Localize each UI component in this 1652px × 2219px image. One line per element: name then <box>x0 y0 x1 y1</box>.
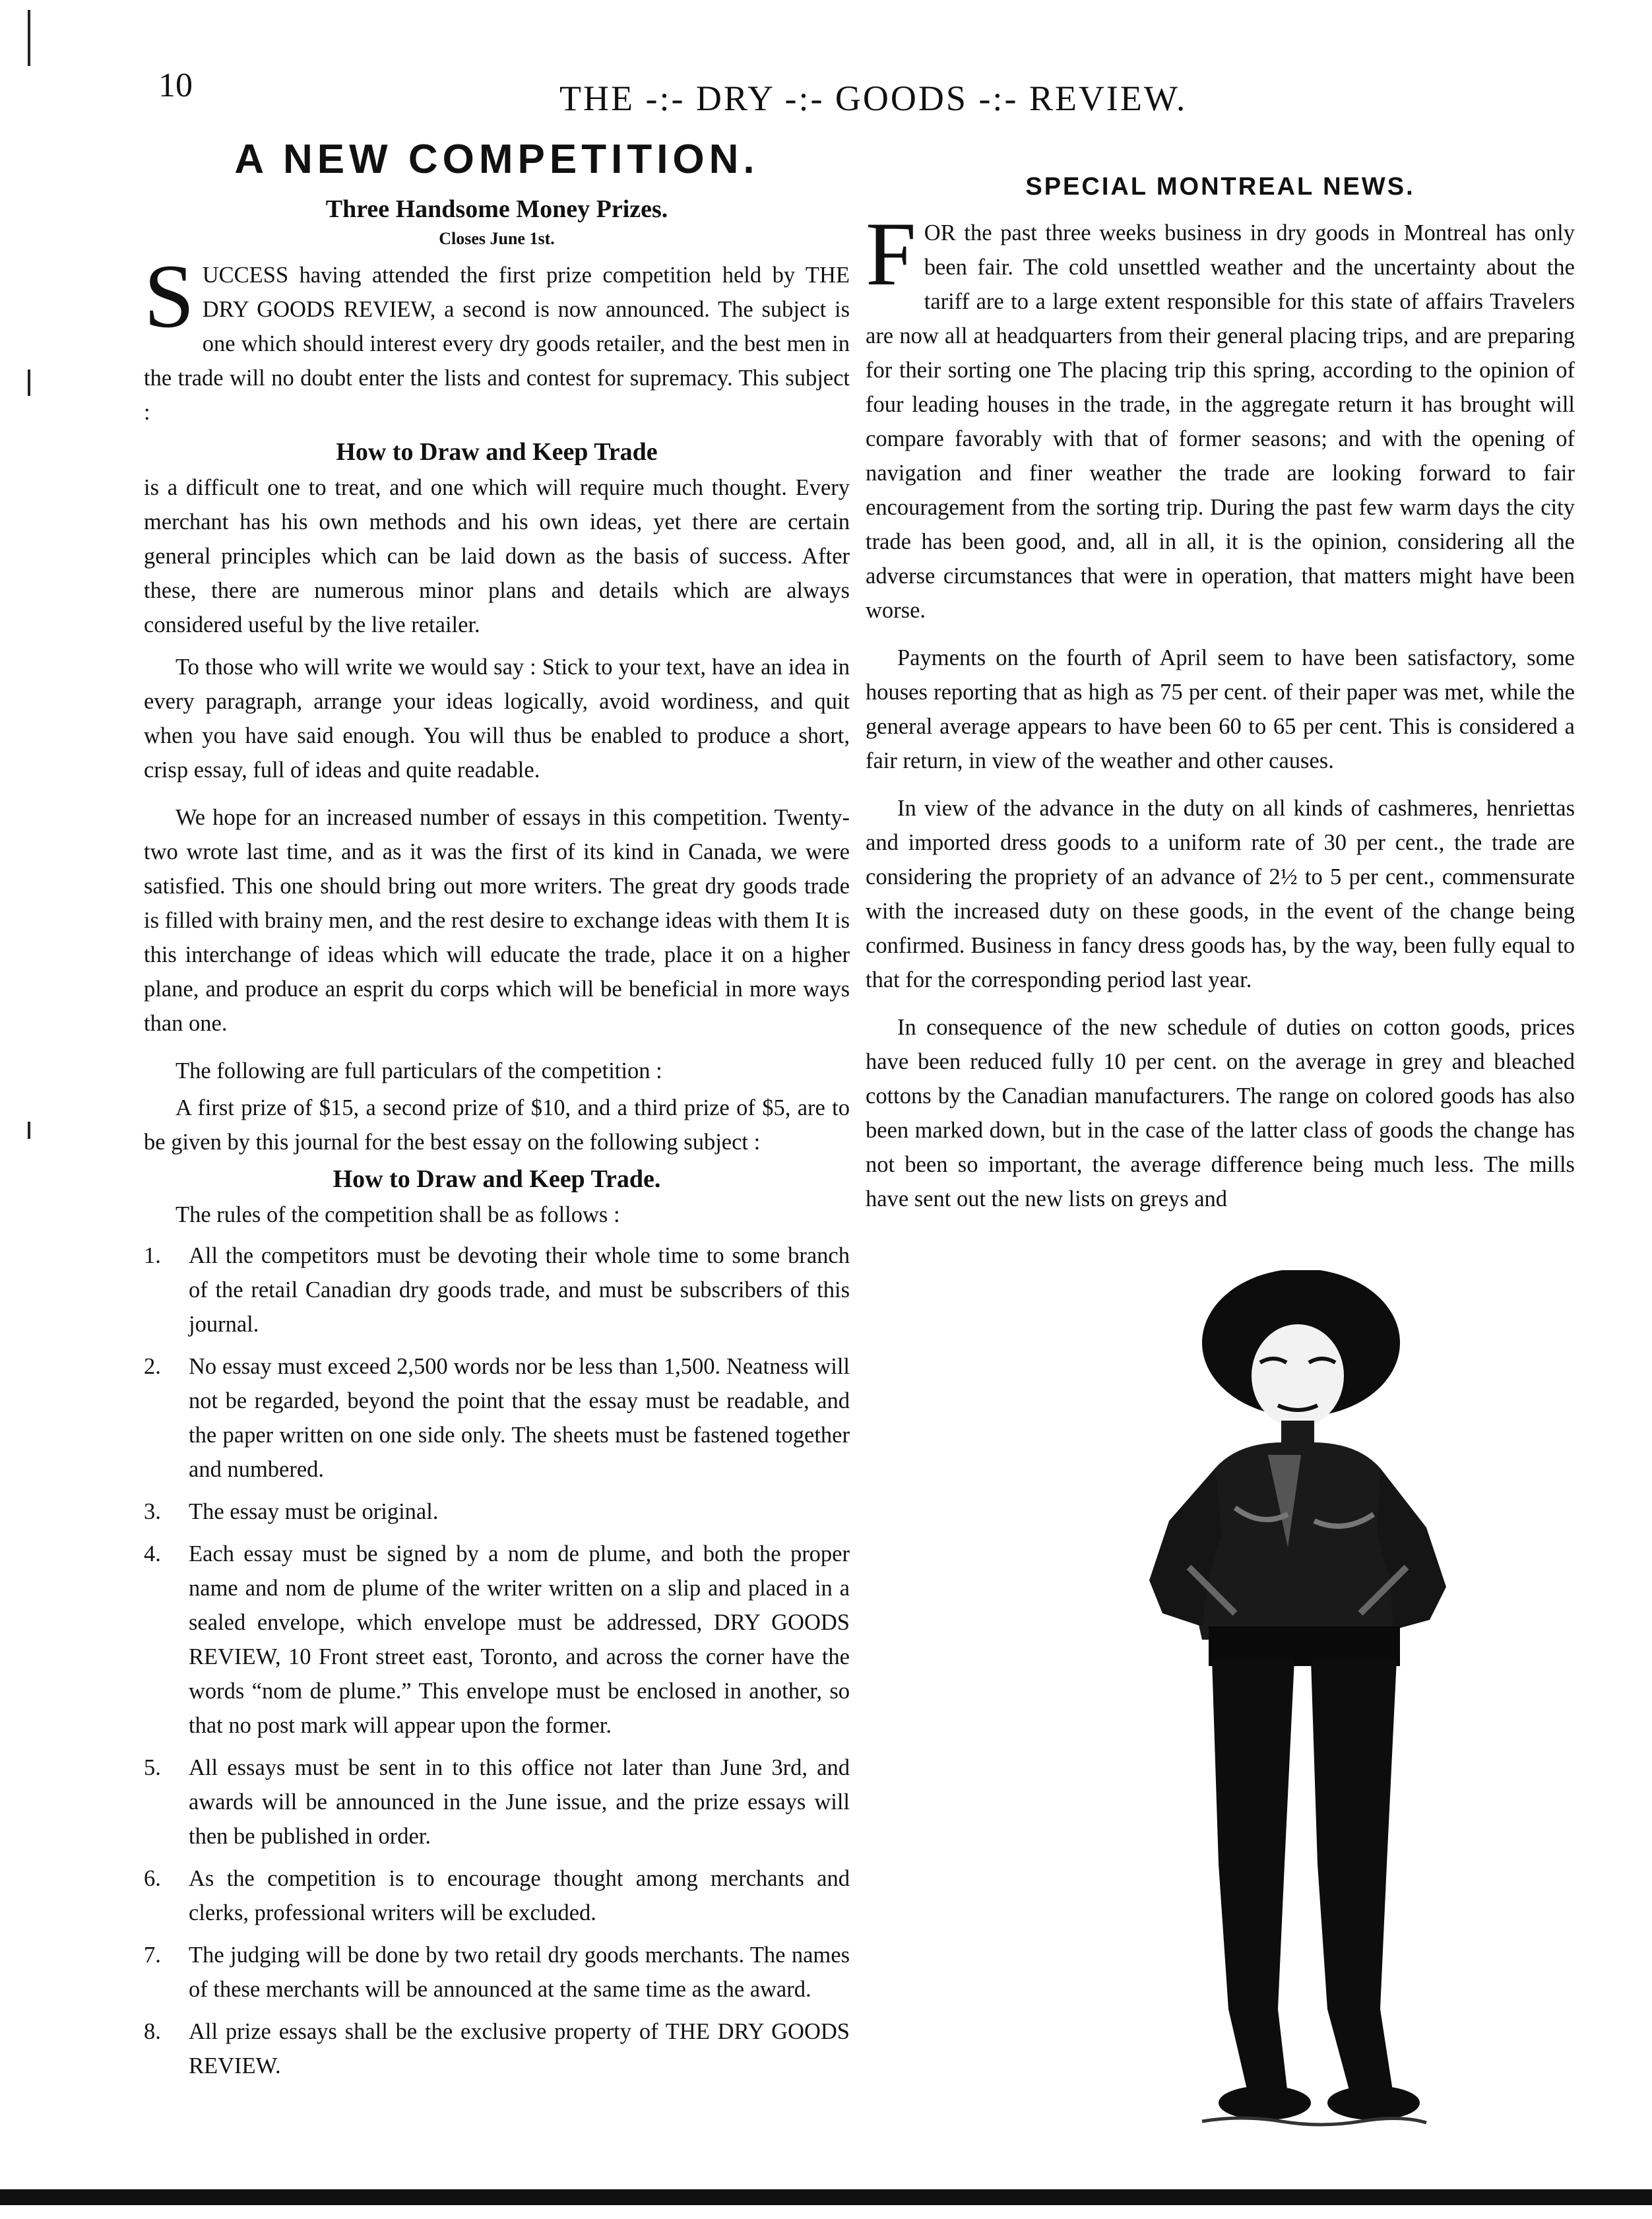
montreal-news-article <box>866 173 1575 1229</box>
rule-item <box>144 1537 850 1743</box>
closing-date: Closes June 1st. <box>439 229 555 248</box>
particulars-paragraph: The following are full particulars of the competition : <box>175 1058 662 1083</box>
rule-number: 7. <box>144 1943 161 1968</box>
prizes-paragraph: A first prize of $15, a second prize of $10, and a third prize of $5, are to be given by this journal for the best essay on the following subject : <box>144 1095 850 1155</box>
rule-number: 1. <box>144 1243 161 1268</box>
margin-mark <box>28 1122 30 1139</box>
rule-number: 3. <box>144 1499 161 1524</box>
rule-item <box>144 1349 850 1487</box>
rule-text: The essay must be original. <box>189 1499 439 1524</box>
duty-paragraph: In view of the advance in the duty on all kinds of cashmeres, henriettas and imported dress goods to a uniform rate of 30 per cent., the trade are considering the propriety of an advance of 2½ to 5 per cent., commensurate with the increased duty on these goods, in the event of the change being confirmed. Business in fancy dress goods has, by the way, been fully equal to that for the corresponding period last year. <box>866 796 1575 992</box>
rule-text: All the competitors must be devoting their whole time to some branch of the retail Canadian dry goods trade, and must be subscribers of this journal. <box>189 1243 850 1337</box>
rules-intro: The rules of the competition shall be as follows : <box>175 1202 620 1227</box>
running-title: THE -:- DRY -:- GOODS -:- REVIEW. <box>559 79 1188 118</box>
news-title: SPECIAL MONTREAL NEWS. <box>1025 173 1415 201</box>
rule-number: 8. <box>144 2019 161 2044</box>
bottom-rule <box>0 2189 1652 2205</box>
margin-mark <box>28 10 30 66</box>
competition-article <box>144 132 850 2091</box>
drop-cap: S <box>144 245 195 346</box>
rule-item <box>144 1495 850 1529</box>
margin-mark <box>28 370 30 396</box>
rule-text: All essays must be sent in to this office not later than June 3rd, and awards will be announced in the June issue, and the prize essays will then be published in order. <box>189 1755 850 1849</box>
article-title: A NEW COMPETITION. <box>234 137 759 182</box>
payments-paragraph: Payments on the fourth of April seem to have been satisfactory, some houses reporting that as high as 75 per cent. of their paper was met, while the general average appears to have been 60 to 65 per cent. This is considered a fair return, in view of the weather and other causes. <box>866 645 1575 773</box>
rule-text: No essay must exceed 2,500 words nor be less than 1,500. Neatness will not be regarded, beyond the point that the essay must be readable, and the paper written on one side only. The sheets must be fastened together and numbered. <box>189 1354 850 1482</box>
article-subtitle: Three Handsome Money Prizes. <box>325 195 668 223</box>
standing-figure-illustration <box>1050 1270 1552 2141</box>
topic-heading-repeat: How to Draw and Keep Trade. <box>333 1165 661 1193</box>
rule-number: 2. <box>144 1354 161 1379</box>
page-number: 10 <box>158 67 193 104</box>
rule-text: The judging will be done by two retail dry goods merchants. The names of these merchants will be announced at the same time as the award. <box>189 1943 850 2002</box>
cotton-paragraph: In consequence of the new schedule of duties on cotton goods, prices have been reduced fully 10 per cent. on the average in grey and bleached cottons by the Canadian manufacturers. The range on colored goods has also been marked down, but in the case of the latter class of goods the change has not been so important, the average difference being much less. The mills have sent out the new lists on greys and <box>866 1015 1575 1211</box>
rule-item <box>144 1861 850 1930</box>
hope-paragraph: We hope for an increased number of essays in this competition. Twenty-two wrote last time, and as it was the first of its kind in Canada, we were satisfied. This one should bring out more writers. The great dry goods trade is filled with brainy men, and the rest desire to exchange ideas with them It is this interchange of ideas which will educate the trade, place it on a higher plane, and produce an esprit du corps which will be beneficial in more ways than one. <box>144 805 850 1036</box>
rule-item <box>144 1238 850 1341</box>
topic-paragraph: is a difficult one to treat, and one which will require much thought. Every merchant has his own methods and his own ideas, yet there are certain general principles which can be laid down as the basis of success. After these, there are numerous minor plans and details which are always considered useful by the live retailer. <box>144 475 850 637</box>
news-paragraph <box>866 203 1575 627</box>
rule-text: Each essay must be signed by a nom de plume, and both the proper name and nom de plume of the writer written on a slip and placed in a sealed envelope, which envelope must be addressed, DRY GOODS REVIEW, 10 Front street east, Toronto, and across the corner have the words “nom de plume.” This envelope must be enclosed in another, so that no post mark will appear upon the former. <box>189 1541 850 1738</box>
rule-item <box>144 1751 850 1853</box>
rule-number: 5. <box>144 1755 161 1780</box>
rule-number: 4. <box>144 1541 161 1566</box>
rules-list <box>144 1238 850 2083</box>
rule-text: As the competition is to encourage thought among merchants and clerks, professional writers will be excluded. <box>189 1866 850 1925</box>
rule-number: 6. <box>144 1866 161 1891</box>
rule-text: All prize essays shall be the exclusive property of THE DRY GOODS REVIEW. <box>189 2019 850 2078</box>
advice-paragraph: To those who will write we would say : Stick to your text, have an idea in every paragraph, arrange your ideas logically, avoid wordiness, and quit when you have said enough. You will thus be enabled to produce a short, crisp essay, full of ideas and quite readable. <box>144 655 850 783</box>
news-text: OR the past three weeks business in dry goods in Montreal has only been fair. The cold unsettled weather and the uncertainty about the tariff are to a large extent responsible for this state of affairs Travelers are now all at headquarters from their general placing trips, and are preparing for their sorting one The placing trip this spring, according to the opinion of four leading houses in the trade, in the aggregate return it has brought will compare favorably with that of former seasons; and with the opening of navigation and finer weather the trade are looking forward to fair encouragement from the sorting trip. During the past few warm days the city trade has been good, and, all in all, it is the opinion, considering all the adverse circumstances that were in operation, that matters might have been worse. <box>866 220 1575 623</box>
intro-text: UCCESS having attended the first prize competition held by THE DRY GOODS REVIEW, a second is now announced. The subject is one which should interest every dry goods retailer, and the best men in the trade will no doubt enter the lists and contest for supremacy. This subject : <box>144 263 850 425</box>
intro-paragraph <box>144 245 850 430</box>
rule-item <box>144 1938 850 2007</box>
drop-cap: F <box>866 203 916 304</box>
topic-heading: How to Draw and Keep Trade <box>336 438 658 466</box>
rule-item <box>144 2014 850 2083</box>
